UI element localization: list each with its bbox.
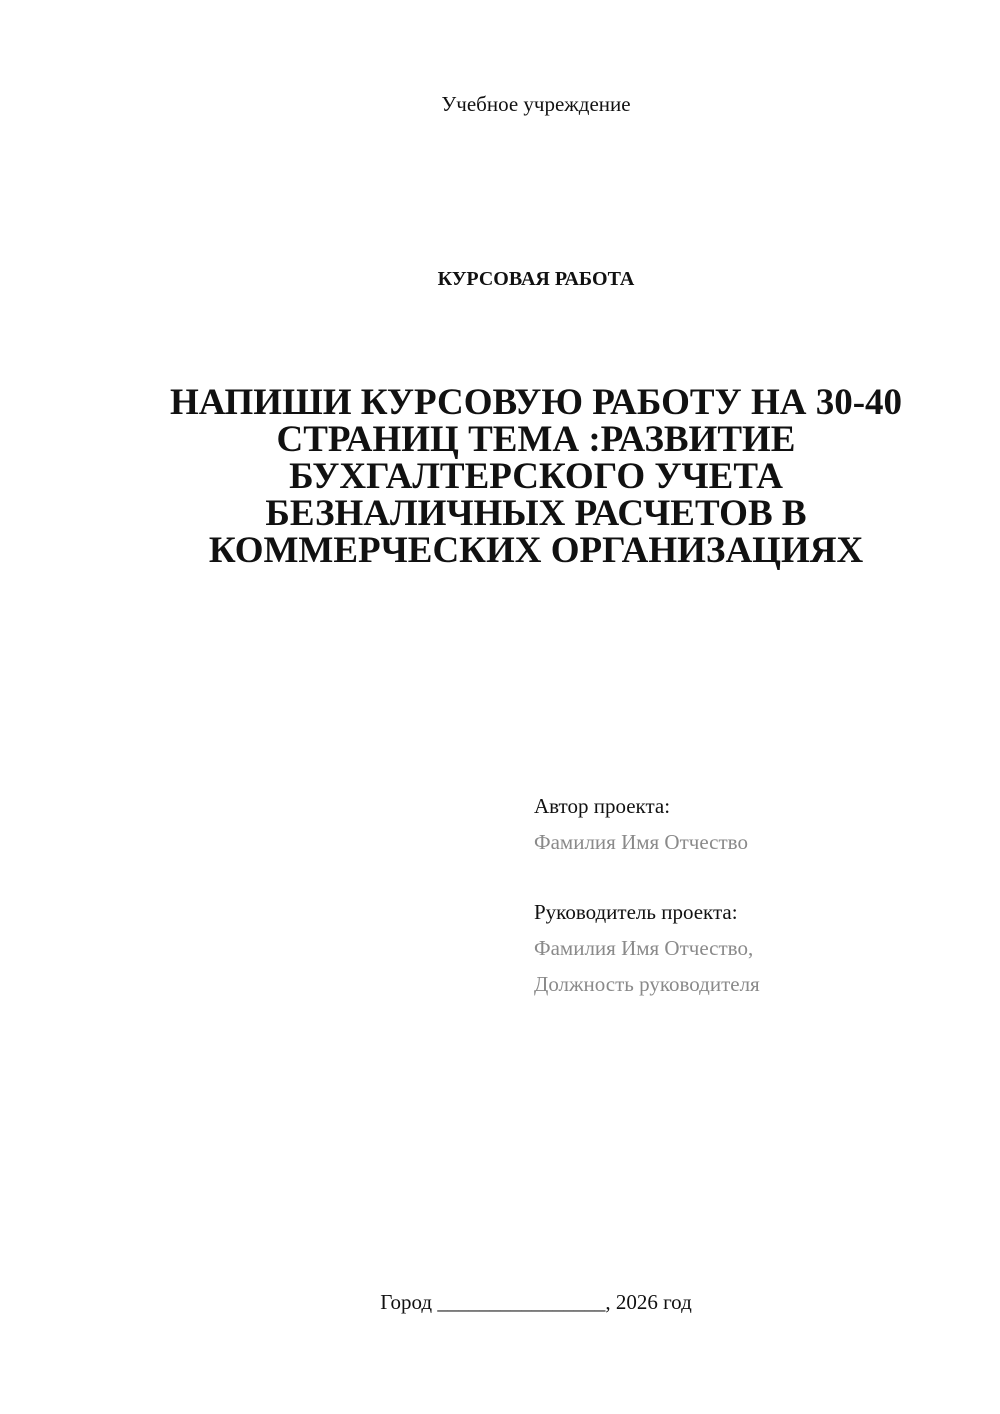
institution-name: Учебное учреждение xyxy=(441,92,631,116)
supervisor-position: Должность руководителя xyxy=(534,972,760,996)
credits-block xyxy=(534,788,974,1002)
supervisor-name: Фамилия Имя Отчество, xyxy=(534,936,754,960)
city-year-line: Город ________________, 2026 год xyxy=(380,1290,692,1314)
work-type-heading: КУРСОВАЯ РАБОТА xyxy=(437,268,635,290)
title-line: БУХГАЛТЕРСКОГО УЧЕТА xyxy=(289,456,783,497)
supervisor-label: Руководитель проекта: xyxy=(534,900,738,924)
author-name: Фамилия Имя Отчество xyxy=(534,830,748,854)
work-title xyxy=(130,384,942,569)
author-label: Автор проекта: xyxy=(534,794,671,818)
title-line: КОММЕРЧЕСКИХ ОРГАНИЗАЦИЯХ xyxy=(208,530,864,571)
title-line: НАПИШИ КУРСОВУЮ РАБОТУ НА 30-40 xyxy=(169,382,903,423)
title-line: СТРАНИЦ ТЕМА :РАЗВИТИЕ xyxy=(276,419,796,460)
title-line: БЕЗНАЛИЧНЫХ РАСЧЕТОВ В xyxy=(265,493,807,534)
